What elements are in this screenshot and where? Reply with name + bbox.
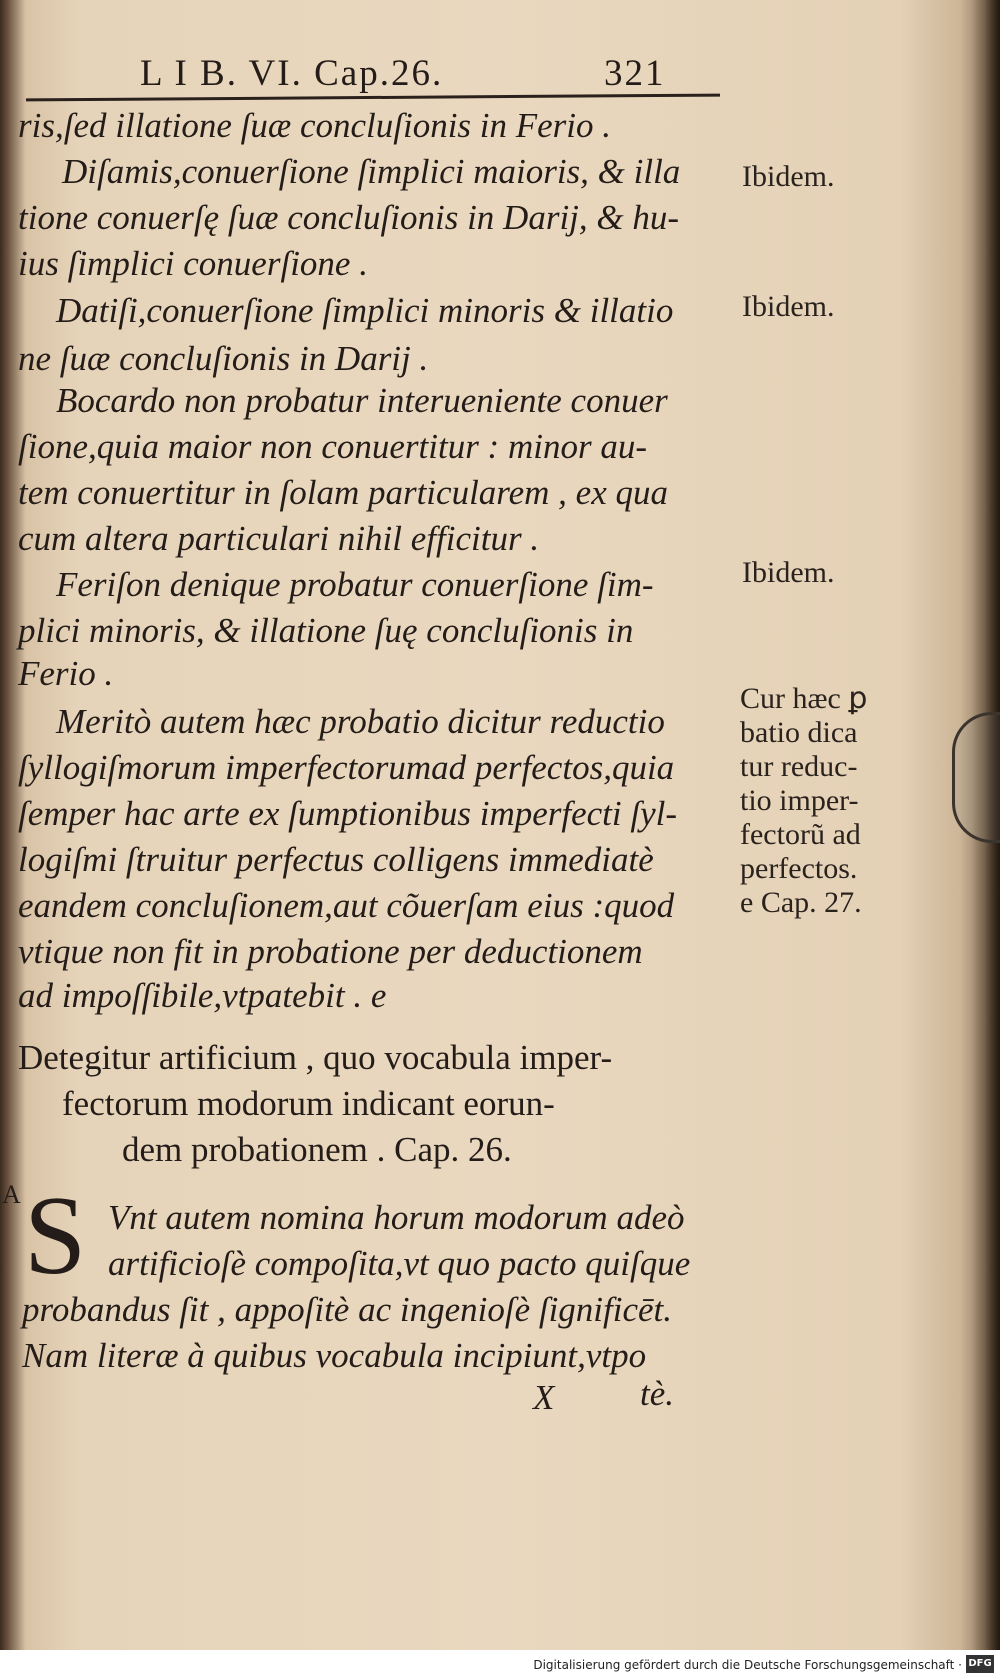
dfg-logo: DFG [966, 1655, 994, 1673]
body-line: ſione,quia maior non conuertitur : minor au- [18, 427, 647, 466]
body-line: ſemper hac arte ex ſumptionibus imperfecti ſyl- [18, 794, 678, 833]
body-line: Ferio . [18, 654, 114, 693]
page-clip [952, 712, 1000, 843]
body-line: ne ſuæ concluſionis in Darij . [18, 339, 429, 378]
body-line: tione conuerſę ſuæ concluſionis in Darij, & hu- [18, 198, 680, 237]
header-rule [26, 94, 720, 102]
chapter-text-line: Nam literæ à quibus vocabula incipiunt,vtpo [22, 1336, 647, 1375]
signature-mark: X [533, 1378, 555, 1417]
margin-note-line: perfectos. [740, 852, 858, 885]
body-line: Feriſon denique probatur conuerſione ſim- [56, 565, 654, 604]
margin-letter: A [2, 1180, 21, 1209]
page-number: 321 [604, 53, 666, 94]
margin-note-line: tur reduc- [740, 750, 858, 783]
digitization-footer [0, 1650, 1000, 1679]
body-line: Bocardo non probatur interueniente conuer [56, 381, 668, 420]
margin-note-line: e Cap. 27. [740, 886, 862, 919]
body-line: ius ſimplici conuerſione . [18, 244, 368, 283]
body-line: Meritò autem hæc probatio dicitur reductio [56, 702, 665, 741]
drop-cap: S [24, 1174, 87, 1298]
chapter-heading-line: Detegitur artificium , quo vocabula imper- [18, 1038, 613, 1077]
body-line: vtique non fit in probatione per deductionem [18, 932, 643, 971]
body-line: eandem concluſionem,aut cõuerſam eius :quod [18, 886, 675, 925]
body-line: Diſamis,conuerſione ſimplici maioris, & illa [62, 152, 681, 191]
running-title: L I B. VI. Cap.26. [140, 53, 444, 94]
body-line: cum altera particulari nihil efficitur . [18, 519, 540, 558]
body-line: tem conuertitur in ſolam particularem , ex qua [18, 473, 668, 512]
margin-note-ibidem: Ibidem. [742, 290, 835, 323]
chapter-heading-line: fectorum modorum indicant eorun- [62, 1084, 555, 1123]
body-line: ad impoſſibile,vtpatebit . e [18, 976, 387, 1015]
margin-note-ibidem: Ibidem. [742, 160, 835, 193]
body-line: ris,ſed illatione ſuæ concluſionis in Ferio . [18, 106, 612, 145]
margin-note-line: tio imper- [740, 784, 859, 817]
body-line: logiſmi ſtruitur perfectus colligens immediatè [18, 840, 654, 879]
body-line: ſyllogiſmorum imperfectorumad perfectos,quia [18, 748, 675, 787]
catchword: tè. [640, 1374, 675, 1413]
margin-note-line: fectorũ ad [740, 818, 861, 851]
margin-note-ibidem: Ibidem. [742, 556, 835, 589]
margin-note-line: batio dica [740, 716, 858, 749]
chapter-heading-line: dem probationem . Cap. 26. [122, 1130, 512, 1169]
body-line: plici minoris, & illatione ſuę concluſionis in [18, 611, 634, 650]
dfg-credit-text: Digitalisierung gefördert durch die Deutsche Forschungsgemeinschaft · [533, 1658, 962, 1672]
chapter-text-line: Vnt autem nomina horum modorum adeò [108, 1198, 685, 1237]
body-line: Datiſi,conuerſione ſimplici minoris & illatio [56, 291, 674, 330]
chapter-text-line: probandus ſit , appoſitè ac ingenioſè ſignificēt. [22, 1290, 673, 1329]
chapter-text-line: artificioſè compoſita,vt quo pacto quiſque [108, 1244, 691, 1283]
margin-note-line: Cur hæc ꝑ [740, 682, 868, 715]
